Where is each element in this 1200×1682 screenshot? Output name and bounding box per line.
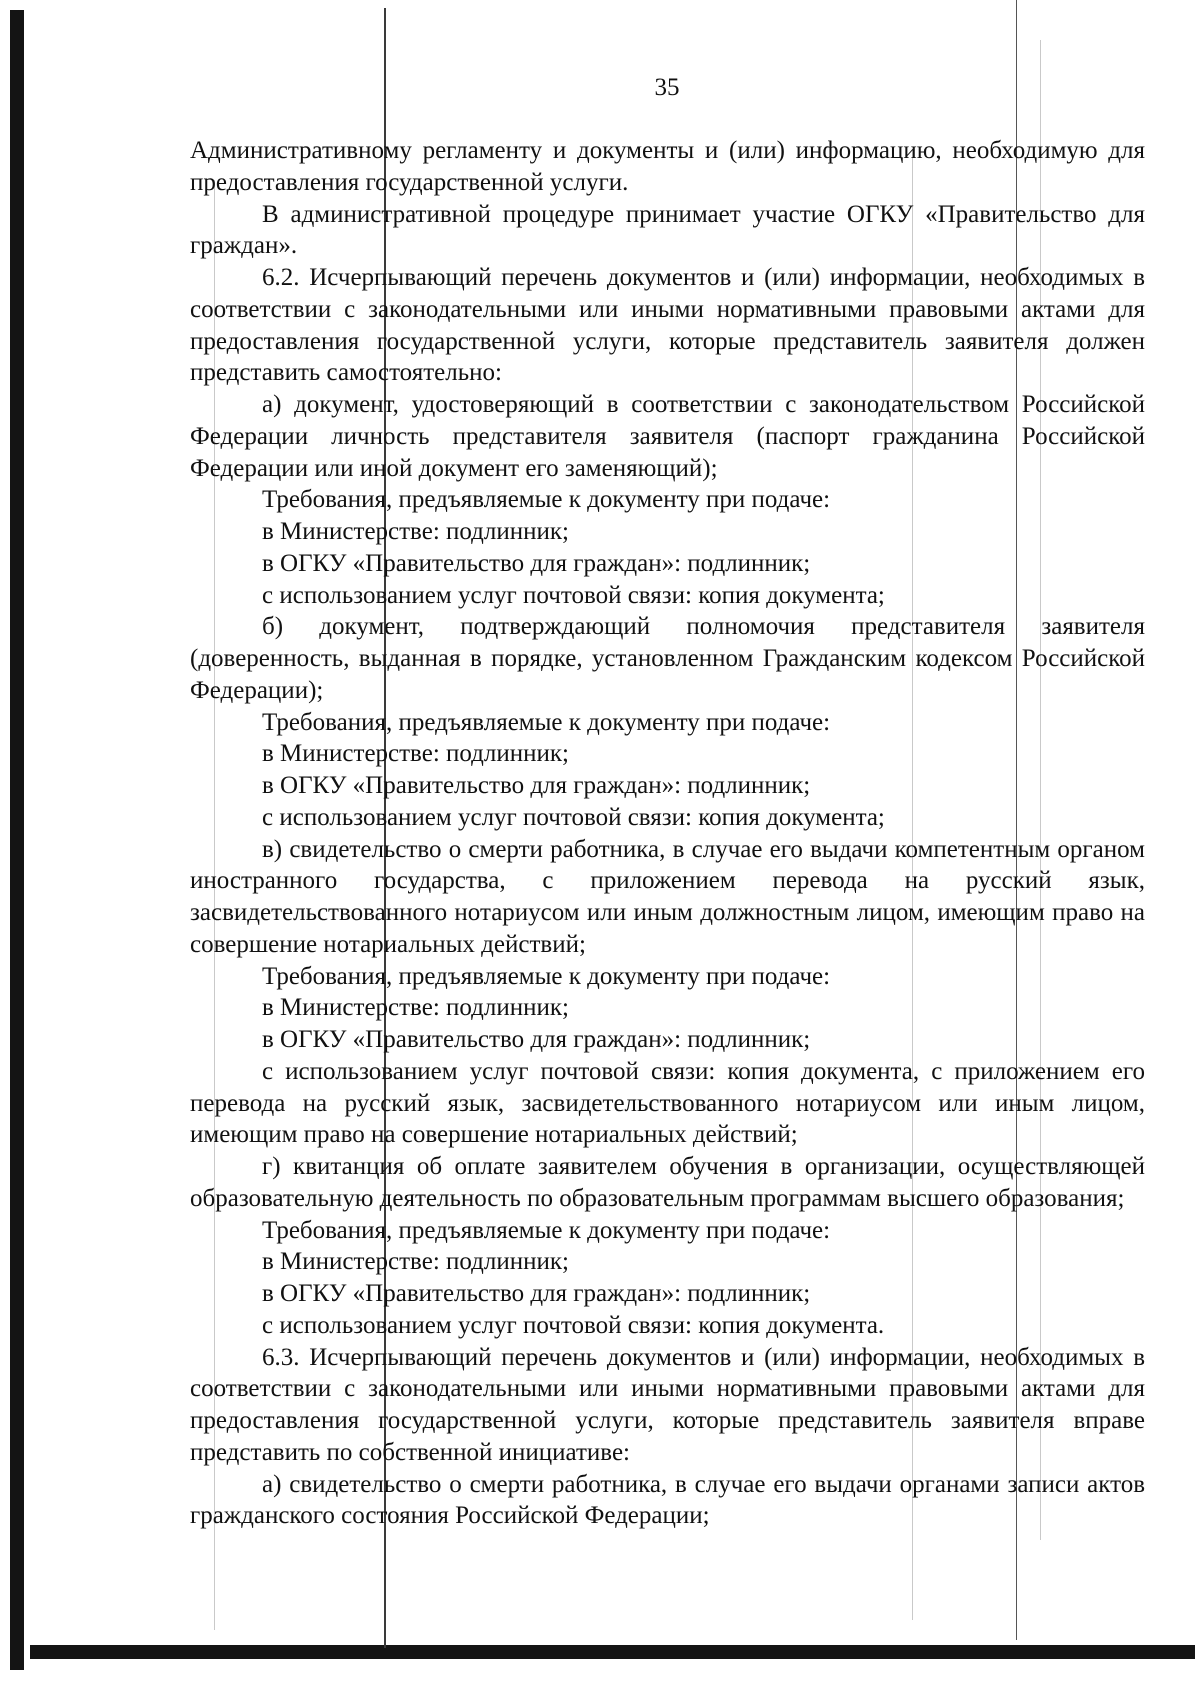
list-item: с использованием услуг почтовой связи: копия документа;: [262, 581, 885, 609]
paragraph: б) документ, подтверждающий полномочия представителя заявителя (доверенность, выданная в порядке, установленном Гражданским кодексом Российской Федерации);: [190, 613, 1145, 704]
list-item: с использованием услуг почтовой связи: копия документа.: [262, 1311, 885, 1339]
list-item: в Министерстве: подлинник;: [262, 518, 569, 545]
paragraph: 6.2. Исчерпывающий перечень документов и (или) информации, необходимых в соответствии с законодательными или иными нормативными правовыми актами для предоставления государственной услуги, которые представитель заявителя должен представить самостоятельно:: [190, 264, 1145, 387]
scan-edge-bottom: [30, 1645, 1195, 1659]
scan-edge-left: [10, 10, 24, 1670]
paragraph: в) свидетельство о смерти работника, в случае его выдачи компетентным органом иностранного государства, с приложением перевода на русский язык, засвидетельствованного нотариусом или иным должностным лицом, имеющим право на совершение нотариальных действий;: [190, 835, 1145, 958]
list-item: в ОГКУ «Правительство для граждан»: подлинник;: [262, 1280, 811, 1307]
list-item: Требования, предъявляемые к документу при подаче:: [262, 486, 831, 514]
list-item: в Министерстве: подлинник;: [262, 740, 569, 768]
list-item: в ОГКУ «Правительство для граждан»: подлинник;: [262, 1026, 811, 1053]
paragraph: с использованием услуг почтовой связи: копия документа, с приложением его перевода на русский язык, засвидетельствованного нотариусом или иным лицом, имеющим право на совершение нотариальных действий;: [190, 1057, 1145, 1149]
paragraph: 6.3. Исчерпывающий перечень документов и (или) информации, необходимых в соответствии с законодательными или иными нормативными правовыми актами для предоставления государственной услуги, которые представитель заявителя вправе представить по собственной инициативе:: [190, 1343, 1145, 1466]
page-number: 35: [654, 74, 680, 101]
list-item: Требования, предъявляемые к документу при подаче:: [262, 708, 831, 736]
list-item: в Министерстве: подлинник;: [262, 1248, 569, 1276]
list-item: с использованием услуг почтовой связи: копия документа;: [262, 803, 885, 831]
paragraph: г) квитанция об оплате заявителем обучения в организации, осуществляющей образовательную деятельность по образовательным программам высшего образования;: [190, 1153, 1145, 1212]
list-item: в ОГКУ «Правительство для граждан»: подлинник;: [262, 549, 811, 577]
paragraph: В административной процедуре принимает участие ОГКУ «Правительство для граждан».: [190, 200, 1145, 260]
list-item: в ОГКУ «Правительство для граждан»: подлинник;: [262, 772, 811, 799]
paragraph: а) документ, удостоверяющий в соответствии с законодательством Российской Федерации личность представителя заявителя (паспорт гражданина Российской Федерации или иной документ его заменяющий);: [190, 391, 1145, 482]
list-item: Требования, предъявляемые к документу при подаче:: [262, 1216, 831, 1244]
document-body: [190, 135, 1145, 1532]
list-item: в Министерстве: подлинник;: [262, 994, 569, 1022]
list-item: Требования, предъявляемые к документу при подаче:: [262, 962, 831, 990]
paragraph: Административному регламенту и документы и (или) информацию, необходимую для предоставления государственной услуги.: [190, 137, 1145, 196]
paragraph: а) свидетельство о смерти работника, в случае его выдачи органами записи актов гражданского состояния Российской Федерации;: [190, 1470, 1145, 1530]
